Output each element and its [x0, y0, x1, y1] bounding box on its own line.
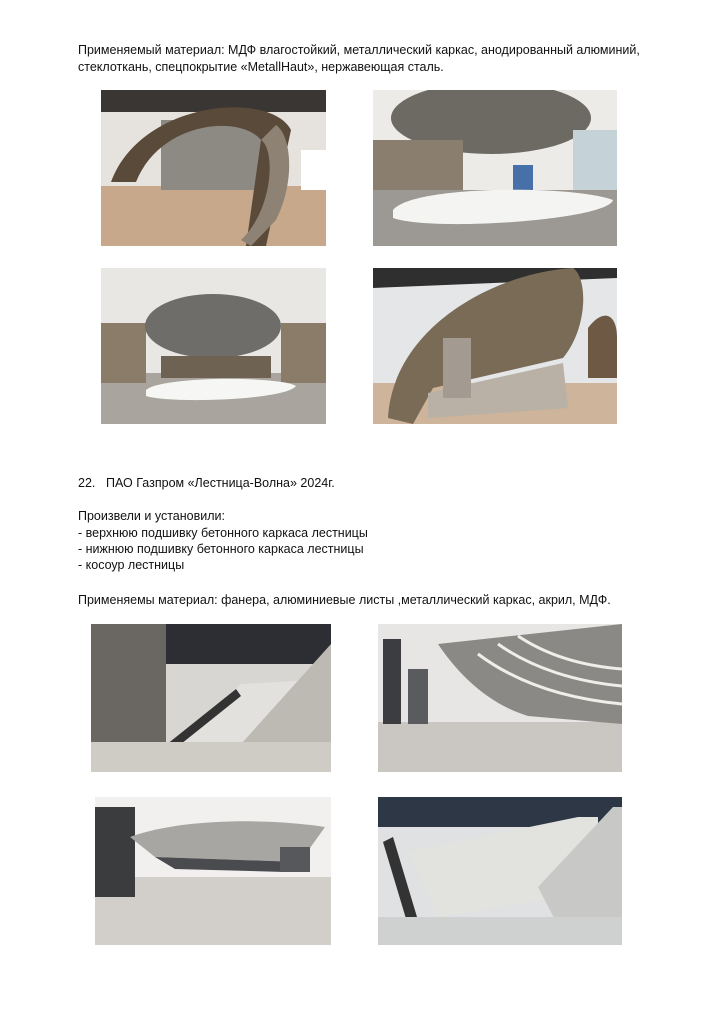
- photo-bronze-arch-lobby: [101, 90, 326, 246]
- photo-wave-staircase-front: [91, 624, 331, 772]
- photo-ceiling-disc-reception: [373, 90, 617, 246]
- photo-bronze-shell-panels: [373, 268, 617, 424]
- materials-text-line-2: стеклоткань, спецпокрытие «MetallHaut», нержавеющая сталь.: [78, 60, 444, 74]
- work-intro: Произвели и установили:: [78, 509, 225, 523]
- section-title: ПАО Газпром «Лестница-Волна» 2024г.: [106, 476, 335, 490]
- section-number: 22.: [78, 476, 96, 490]
- photo-wave-staircase-side: [95, 797, 331, 945]
- photo-ceiling-disc-wide: [101, 268, 326, 424]
- materials-text-line-1: Применяемый материал: МДФ влагостойкий, металлический каркас, анодированный алюминий,: [78, 43, 640, 57]
- photo-wave-staircase-rails: [378, 797, 622, 945]
- photo-wave-staircase-underside: [378, 624, 622, 772]
- work-item: - косоур лестницы: [78, 558, 185, 572]
- work-item: - нижнюю подшивку бетонного каркаса лестницы: [78, 542, 364, 556]
- work-item: - верхнюю подшивку бетонного каркаса лестницы: [78, 526, 368, 540]
- materials-text-2: Применяемы материал: фанера, алюминиевые листы ,металлический каркас, акрил, МДФ.: [78, 593, 611, 607]
